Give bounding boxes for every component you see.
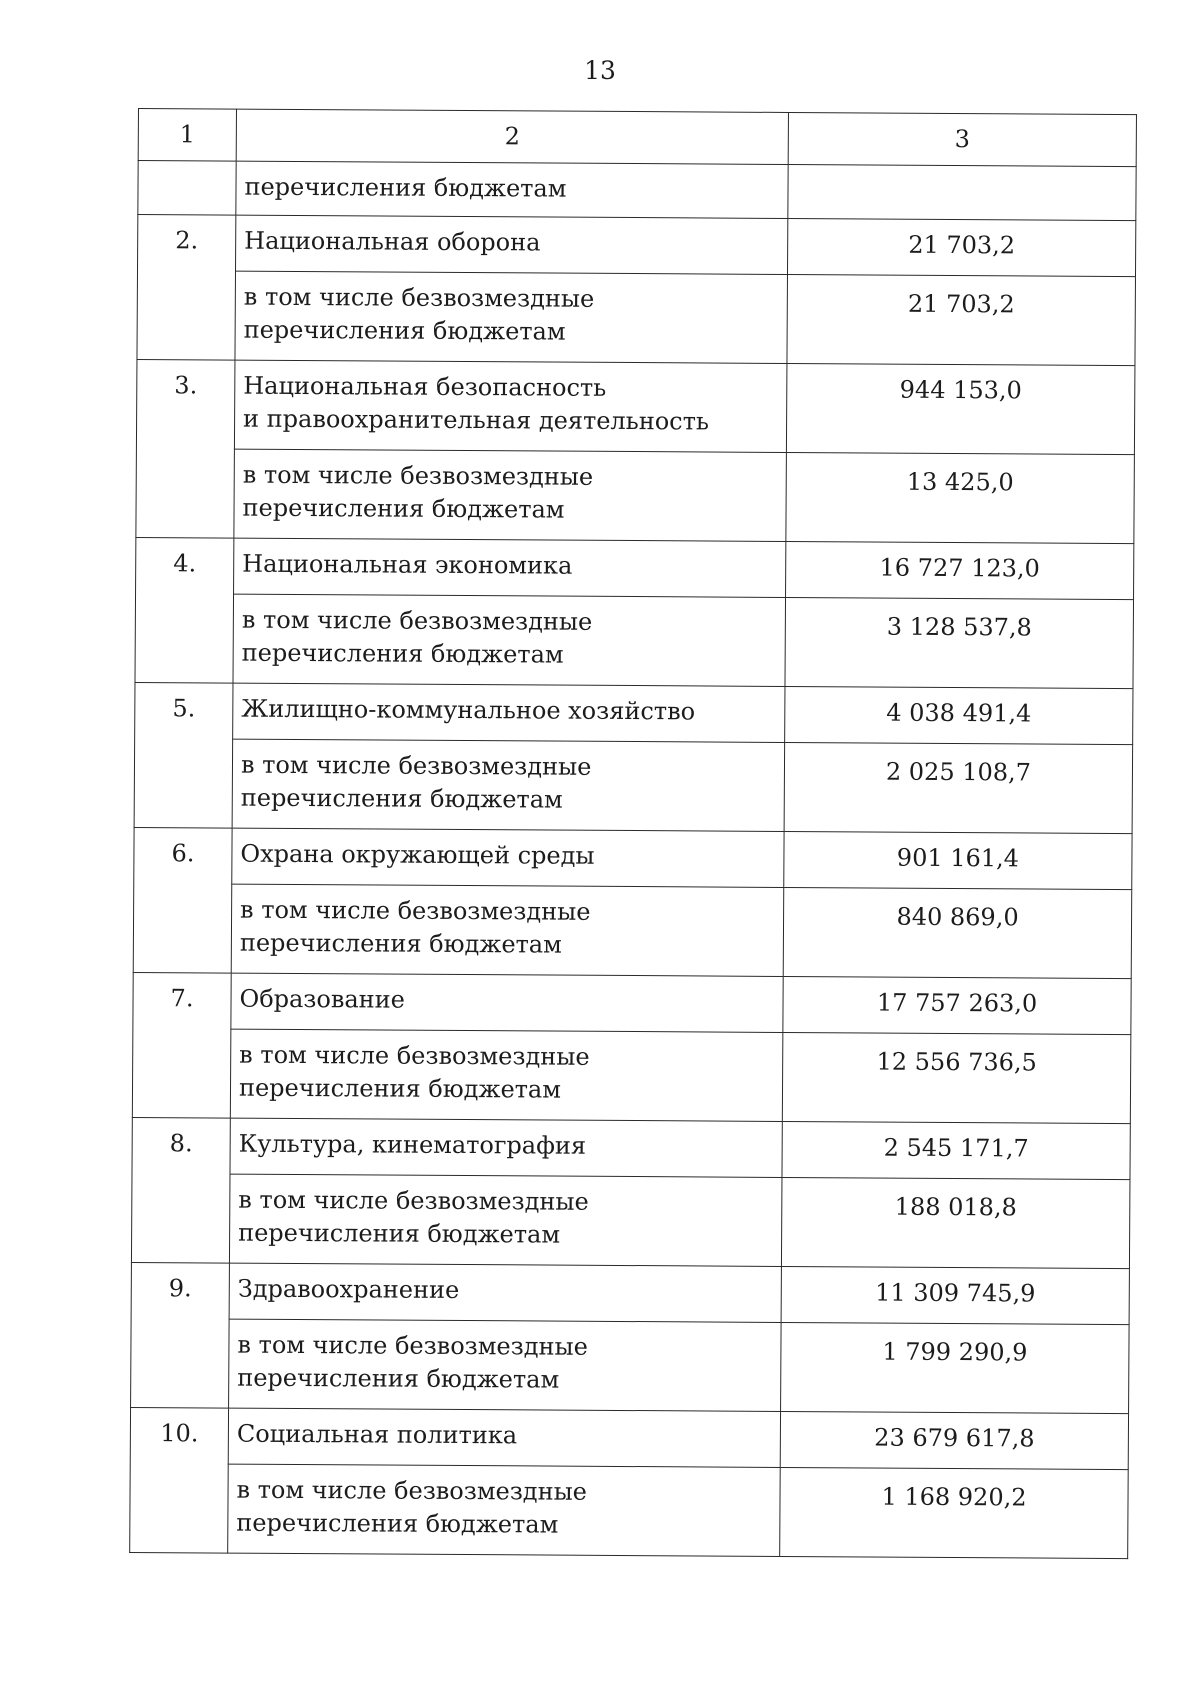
section-name (231, 973, 783, 1032)
section-name (232, 828, 784, 887)
table-row (130, 1407, 1128, 1469)
subrow-value: 3 128 537,8 (785, 597, 1134, 688)
subrow-label-line: в том числе безвозмездные (242, 460, 594, 491)
subrow-label (234, 449, 787, 541)
section-name-line: Здравоохранение (237, 1274, 460, 1304)
section-value: 2 545 171,7 (782, 1121, 1130, 1179)
subrow-value: 21 703,2 (787, 274, 1136, 365)
subrow-label-line: в том числе безвозмездные (237, 1330, 588, 1361)
subrow-label (235, 271, 788, 363)
continuation-label: перечисления бюджетам (236, 161, 788, 218)
section-value: 11 309 745,9 (781, 1266, 1129, 1324)
table-row (136, 537, 1134, 599)
row-number: 7. (132, 972, 231, 1118)
subrow-label-line: в том числе безвозмездные (239, 1040, 590, 1071)
row-number: 9. (131, 1262, 230, 1408)
subrow-label-line: перечисления бюджетам (240, 783, 563, 814)
section-value: 16 727 123,0 (786, 541, 1134, 599)
subrow-label (232, 739, 785, 831)
table-row (132, 1117, 1130, 1179)
section-name-line: Образование (239, 984, 406, 1014)
section-name (234, 538, 786, 597)
subrow-label (228, 1464, 781, 1556)
table-subrow (130, 1463, 1129, 1558)
table-row (134, 827, 1132, 889)
section-name-line: Социальная политика (236, 1419, 518, 1450)
subrow-label-line: перечисления бюджетам (239, 928, 562, 959)
section-name (236, 215, 788, 274)
subrow-label (229, 1174, 782, 1266)
table-row (133, 972, 1131, 1034)
section-value: 21 703,2 (787, 218, 1135, 276)
section-name (228, 1408, 780, 1467)
subrow-value: 1 168 920,2 (780, 1467, 1129, 1558)
section-name-line: Национальная экономика (242, 549, 573, 580)
section-name (233, 683, 785, 742)
row-number: 3. (136, 359, 235, 538)
section-name-line: Охрана окружающей среды (240, 839, 595, 870)
row-number: 4. (135, 537, 234, 683)
subrow-label-line: в том числе безвозмездные (240, 895, 591, 926)
table-subrow (135, 593, 1134, 688)
row-number: 8. (131, 1117, 230, 1263)
subrow-label-line: в том числе безвозмездные (241, 605, 593, 636)
section-name-line: Жилищно-коммунальное хозяйство (241, 694, 696, 726)
subrow-label (231, 884, 784, 976)
continuation-value-cell (788, 164, 1136, 220)
continuation-number-cell (138, 161, 236, 216)
subrow-label-line: перечисления бюджетам (242, 493, 565, 524)
subrow-value: 2 025 108,7 (784, 742, 1133, 833)
header-cell-value: 3 (788, 112, 1136, 166)
section-value: 23 679 617,8 (780, 1411, 1128, 1469)
table-subrow (131, 1173, 1130, 1268)
section-name-line: Национальная оборона (244, 226, 541, 257)
page-number: 13 (584, 56, 616, 85)
subrow-label-line: в том числе безвозмездные (238, 1185, 589, 1216)
table-subrow (137, 271, 1136, 366)
table-subrow (134, 738, 1133, 833)
subrow-label (230, 1029, 783, 1121)
subrow-label-line: перечисления бюджетам (236, 1508, 559, 1539)
table-subrow (131, 1318, 1130, 1413)
subrow-label-line: в том числе безвозмездные (243, 282, 595, 313)
subrow-label-line: в том числе безвозмездные (240, 750, 592, 781)
table-header-row (138, 109, 1136, 167)
table-subrow (132, 1028, 1131, 1123)
subrow-value: 840 869,0 (783, 887, 1132, 978)
section-value: 4 038 491,4 (785, 686, 1133, 744)
row-number: 10. (130, 1407, 229, 1553)
subrow-label-line: перечисления бюджетам (238, 1218, 561, 1249)
subrow-label-line: перечисления бюджетам (241, 638, 564, 669)
section-name-line: Культура, кинематография (238, 1129, 587, 1160)
budget-table (129, 108, 1137, 1559)
subrow-label (233, 594, 786, 686)
subrow-label (229, 1319, 782, 1411)
subrow-label-line: перечисления бюджетам (243, 315, 566, 346)
table-row (136, 359, 1135, 454)
table-row (135, 682, 1133, 744)
table-subrow (136, 448, 1135, 543)
table-row-continuation (138, 161, 1136, 221)
table-row (131, 1262, 1129, 1324)
section-name (229, 1263, 781, 1322)
section-value: 944 153,0 (786, 363, 1135, 454)
subrow-value: 12 556 736,5 (782, 1032, 1131, 1123)
subrow-value: 188 018,8 (781, 1177, 1130, 1268)
table-subrow (133, 883, 1132, 978)
subrow-value: 1 799 290,9 (781, 1322, 1130, 1413)
section-value: 901 161,4 (784, 831, 1132, 889)
row-number: 6. (133, 827, 232, 973)
section-name (230, 1118, 782, 1177)
header-cell-name: 2 (236, 109, 788, 164)
header-cell-number: 1 (138, 109, 236, 162)
subrow-label-line: перечисления бюджетам (238, 1073, 562, 1104)
row-number: 5. (134, 682, 233, 828)
subrow-label-line: в том числе безвозмездные (236, 1475, 588, 1506)
section-value: 17 757 263,0 (783, 976, 1131, 1034)
row-number: 2. (137, 215, 236, 361)
subrow-value: 13 425,0 (786, 452, 1135, 543)
section-name-line: и правоохранительная деятельность (243, 404, 710, 436)
section-name-line: Национальная безопасность (243, 371, 607, 402)
section-name (234, 360, 787, 452)
subrow-label-line: перечисления бюджетам (237, 1363, 560, 1394)
table-row (138, 215, 1136, 277)
